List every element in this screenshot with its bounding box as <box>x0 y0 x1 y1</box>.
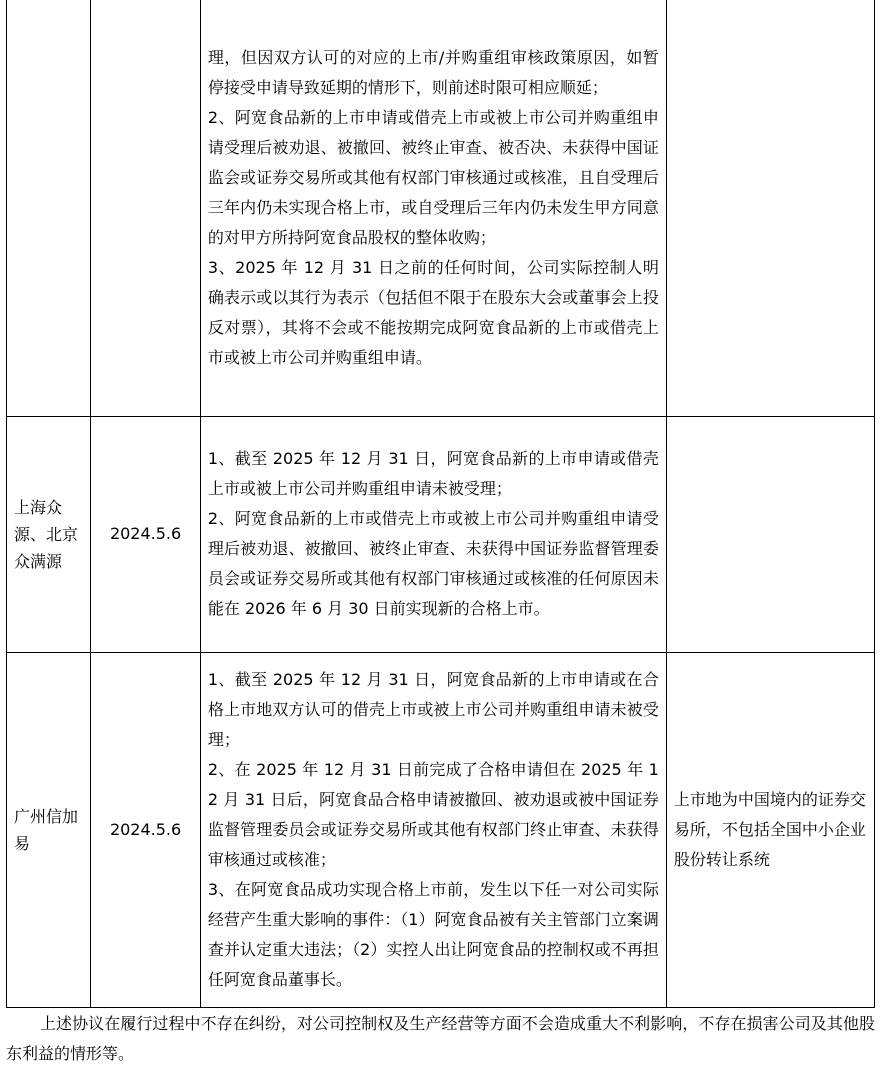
term-item: 2、阿宽食品新的上市或借壳上市或被上市公司并购重组申请受理后被劝退、被撤回、被终止审查、未获得中国证券监督管理委员会或证券交易所或其他有权部门审核通过或核准的任何原因未能在 2026 年 6 月 30 日前实现新的合格上市。 <box>207 509 659 618</box>
party-cell <box>7 0 91 416</box>
term-item: 1、截至 2025 年 12 月 31 日，阿宽食品新的上市申请或在合格上市地双方认可的借壳上市或被上市公司并购重组申请未被受理； <box>207 669 659 749</box>
note-cell <box>666 0 874 416</box>
term-item: 2、在 2025 年 12 月 31 日前完成了合格申请但在 2025 年 12 月 31 日后，阿宽食品合格申请被撤回、被劝退或被中国证券监督管理委员会或证券交易所或其他有权部门终止审查、未获得审核通过或核准； <box>207 759 659 869</box>
note-cell: 上市地为中国境内的证券交易所，不包括全国中小企业股份转让系统 <box>666 652 874 1007</box>
party-cell: 广州信加易 <box>7 652 91 1007</box>
term-item: 3、在阿宽食品成功实现合格上市前，发生以下任一对公司实际经营产生重大影响的事件：（1）阿宽食品被有关主管部门立案调查并认定重大违法；（2）实控人出让阿宽食品的控制权或不再担任阿宽食品董事长。 <box>207 879 659 989</box>
note-cell <box>666 416 874 652</box>
terms-cell <box>200 0 666 416</box>
date-cell: 2024.5.6 <box>91 416 201 652</box>
term-item: 2、阿宽食品新的上市申请或借壳上市或被上市公司并购重组申请受理后被劝退、被撤回、被终止审查、被否决、未获得中国证监会或证券交易所或其他有权部门审核通过或核准，且自受理后三年内仍未实现合格上市，或自受理后三年内仍未发生甲方同意的对甲方所持阿宽食品股权的整体收购； <box>207 107 659 247</box>
terms-cell <box>200 416 666 652</box>
agreement-table <box>6 0 875 1008</box>
party-cell: 上海众源、北京众满源 <box>7 416 91 652</box>
table-row <box>7 416 875 652</box>
term-item: 1、截至 2025 年 12 月 31 日，阿宽食品新的上市申请或借壳上市或被上市公司并购重组申请未被受理； <box>207 449 659 498</box>
terms-cell <box>200 652 666 1007</box>
term-item: 理，但因双方认可的对应的上市/并购重组审核政策原因，如暂停接受申请导致延期的情形下，则前述时限可相应顺延； <box>207 47 659 97</box>
date-cell <box>91 0 201 416</box>
summary-paragraph: 上述协议在履行过程中不存在纠纷，对公司控制权及生产经营等方面不会造成重大不利影响，不存在损害公司及其他股东利益的情形等。 <box>6 1014 875 1063</box>
table-row <box>7 0 875 416</box>
term-item: 3、2025 年 12 月 31 日之前的任何时间，公司实际控制人明确表示或以其行为表示（包括但不限于在股东大会或董事会上投反对票），其将不会或不能按期完成阿宽食品新的上市或借壳上市或被上市公司并购重组申请。 <box>207 257 659 367</box>
table-row <box>7 652 875 1007</box>
date-cell: 2024.5.6 <box>91 652 201 1007</box>
